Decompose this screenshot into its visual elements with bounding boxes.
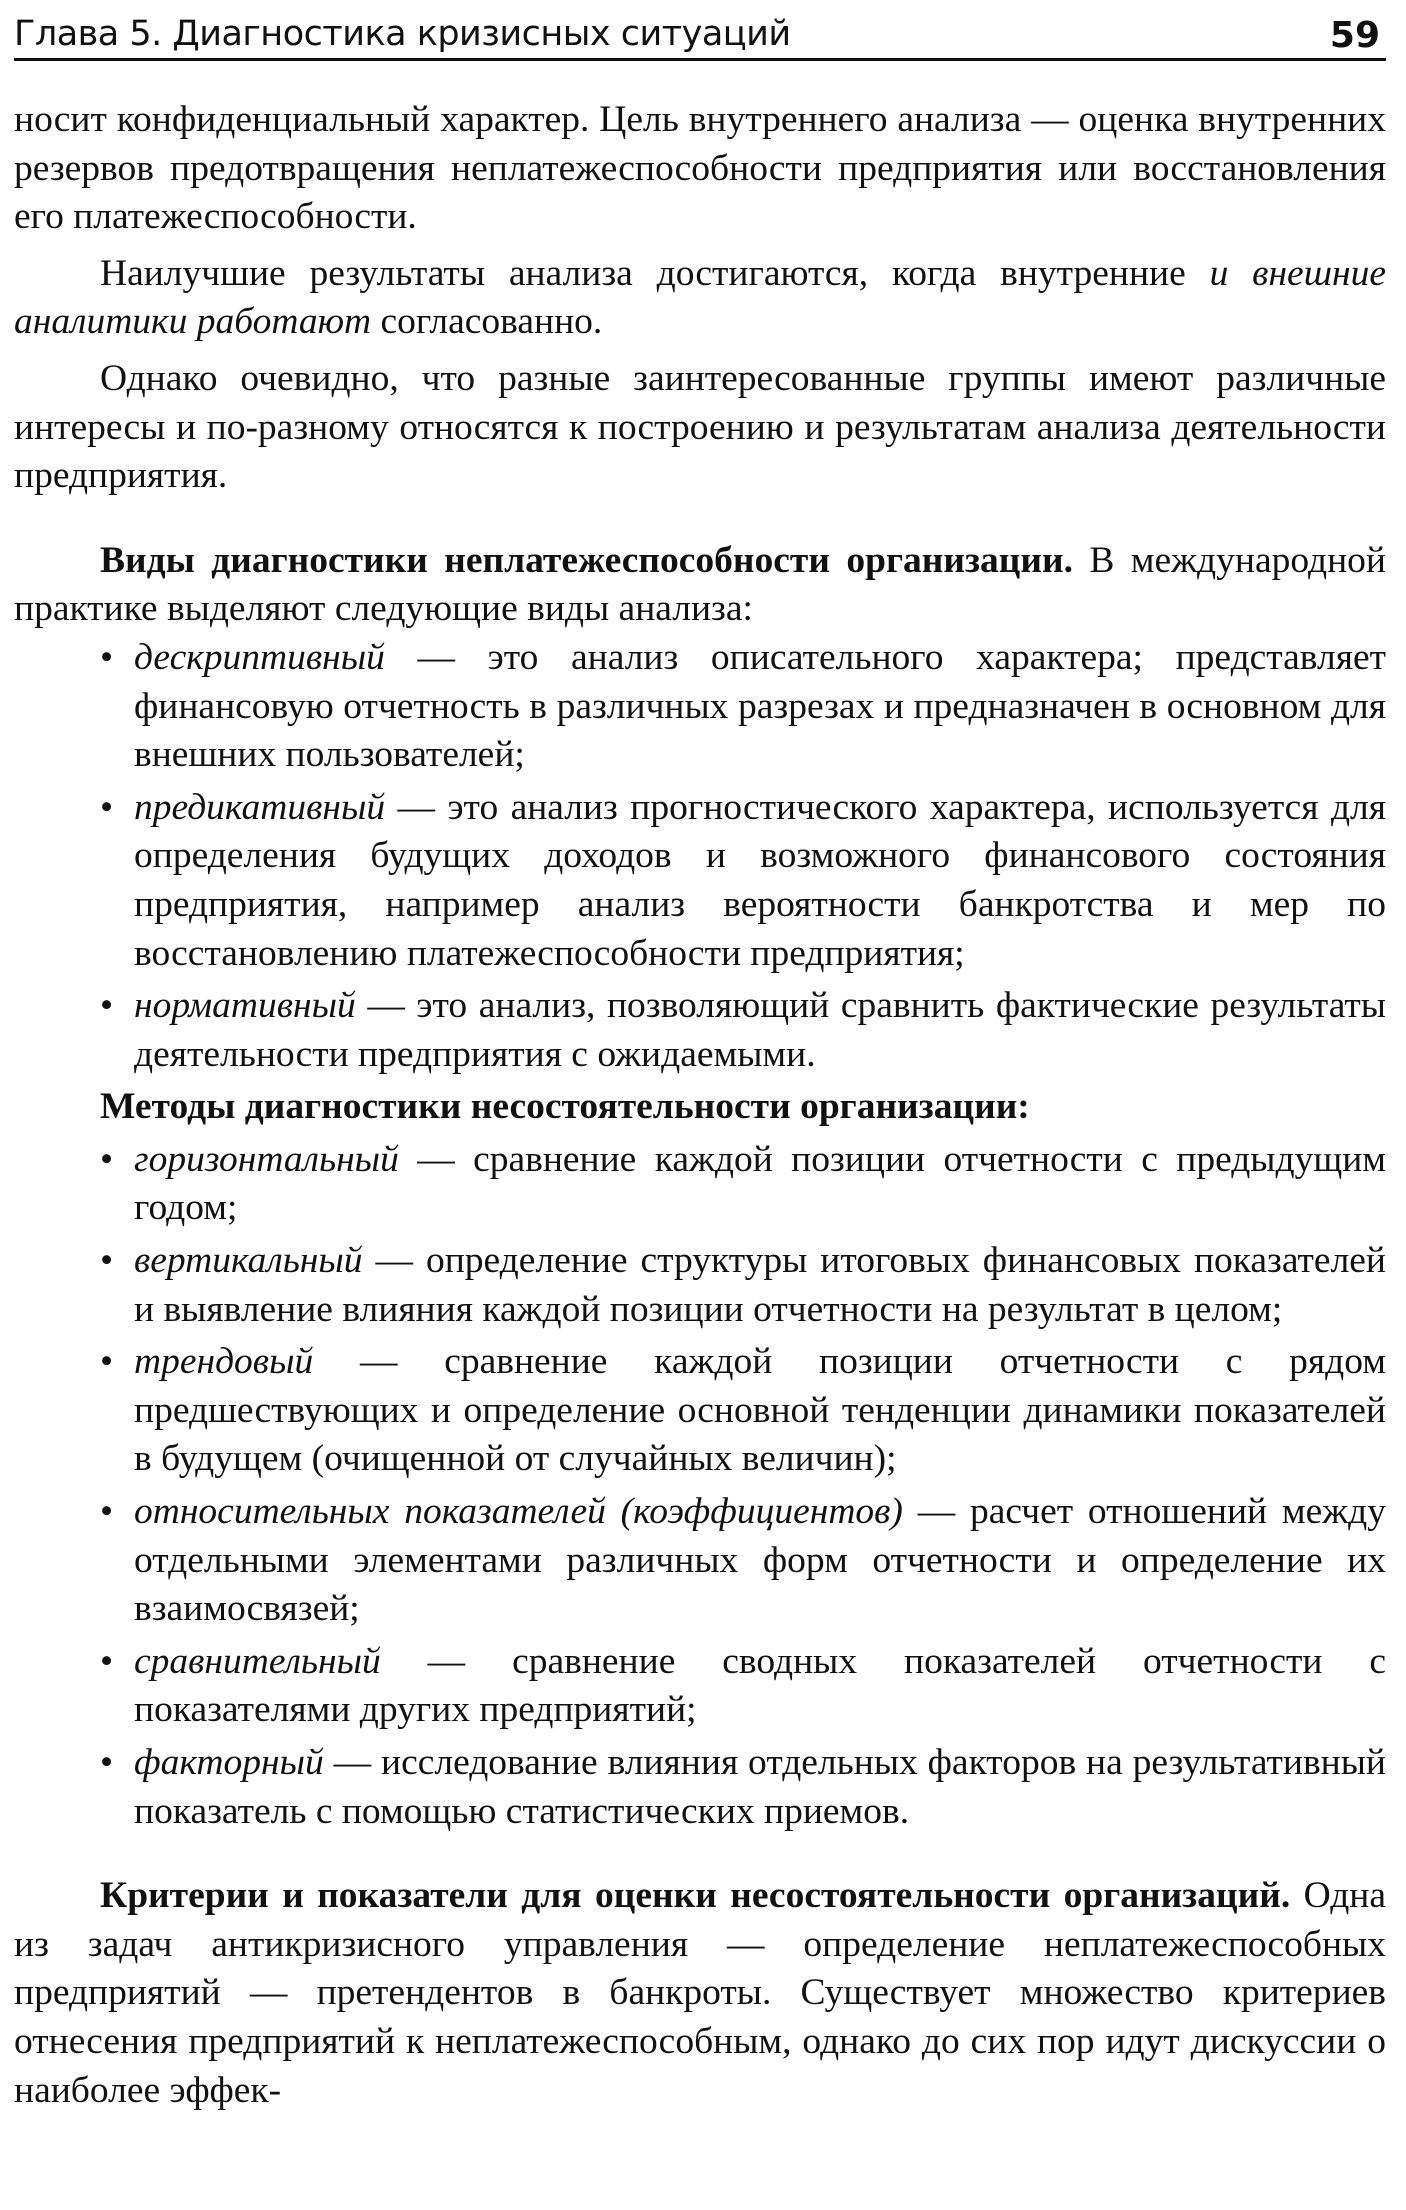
list-item-term: относительных показателей (коэффициентов) bbox=[134, 1491, 903, 1533]
list-item-term: дескриптивный bbox=[134, 636, 385, 678]
types-intro: В международной практике выделяют следующие виды анализа: bbox=[14, 539, 1386, 630]
paragraph-analytics-end: согласованно. bbox=[371, 301, 603, 343]
paragraph-analytics bbox=[14, 250, 1386, 347]
list-item-text: — это анализ описательного характера; представляет финансовую отчетность в различных разрезах и предназначен в основном для внешних пользователей; bbox=[134, 636, 1386, 776]
list-item-term: трендовый bbox=[134, 1341, 314, 1383]
list-item-text: — сравнение каждой позиции отчетности с предыдущим годом; bbox=[134, 1138, 1386, 1229]
page-number: 59 bbox=[1329, 15, 1380, 56]
list-item-text: — исследование влияния отдельных факторов на результативный показатель с помощью статистических приемов. bbox=[134, 1742, 1386, 1832]
running-header bbox=[14, 6, 1386, 61]
list-item-text: — сравнение каждой позиции отчетности с рядом предшествующих и определение основной тенденции динамики показателей в будущем (очищенной от случайных величин); bbox=[134, 1341, 1386, 1480]
paragraph-analytics-start: Наилучшие результаты анализа достигаются, когда внутренние bbox=[100, 252, 1210, 294]
list-item bbox=[14, 1136, 1386, 1233]
page-body bbox=[14, 96, 1386, 2115]
types-heading: Виды диагностики неплатежеспособности организации. bbox=[100, 539, 1073, 581]
list-item bbox=[14, 784, 1386, 978]
list-item-term: горизонтальный bbox=[134, 1138, 399, 1180]
list-item-term: факторный bbox=[134, 1742, 324, 1783]
list-item-term: предикативный bbox=[134, 786, 386, 828]
list-item bbox=[14, 1638, 1386, 1735]
criteria-heading: Критерии и показатели для оценки несостоятельности организаций. bbox=[100, 1875, 1291, 1917]
list-item bbox=[14, 634, 1386, 780]
list-item-text: — это анализ прогностического характера, используется для определения будущих доходов и возможного финансового состояния предприятия, например анализ вероятности банкротства и мер по восстановлению платежеспособности предприятия; bbox=[134, 786, 1386, 974]
paragraph-analytics-italic: и внешние аналитики работают bbox=[14, 252, 1386, 343]
list-item bbox=[14, 982, 1386, 1079]
criteria-text: Одна из задач антикризисного управления — определение неплатежеспособных предприятий — претендентов в банкроты. Существует множество критериев отнесения предприятий к неплатежеспособным, однако до сих пор идут дискуссии о наиболее эффек- bbox=[14, 1875, 1386, 2111]
types-list bbox=[14, 634, 1386, 1079]
list-item-text: — определение структуры итоговых финансовых показателей и выявление влияния каждой позиции отчетности на результат в целом; bbox=[134, 1240, 1386, 1330]
paragraph-criteria bbox=[14, 1872, 1386, 2115]
paragraph-continuation: носит конфиденциальный характер. Цель внутреннего анализа — оценка внутренних резервов предотвращения неплатежеспособности предприятия или восстановления его платежеспособности. bbox=[14, 99, 1386, 238]
paragraph-types bbox=[14, 537, 1386, 634]
chapter-title: Глава 5. Диагностика кризисных ситуаций bbox=[14, 14, 791, 54]
paragraph-interest-groups: Однако очевидно, что разные заинтересованные группы имеют различные интересы и по-разному относятся к построению и результатам анализа деятельности предприятия. bbox=[14, 357, 1386, 497]
list-item-term: сравнительный bbox=[134, 1640, 381, 1682]
list-item-text: — расчет отношений между отдельными элементами различных форм отчетности и определение их взаимосвязей; bbox=[134, 1491, 1386, 1630]
methods-heading: Методы диагностики несостоятельности организации: bbox=[100, 1086, 1030, 1128]
list-item bbox=[14, 1739, 1386, 1836]
list-item bbox=[14, 1338, 1386, 1484]
methods-list bbox=[14, 1136, 1386, 1836]
list-item bbox=[14, 1488, 1386, 1634]
list-item-term: нормативный bbox=[134, 985, 356, 1027]
list-item-text: — сравнение сводных показателей отчетности с показателями других предприятий; bbox=[134, 1640, 1386, 1731]
list-item-text: — это анализ, позволяющий сравнить фактические результаты деятельности предприятия с ожидаемыми. bbox=[134, 985, 1386, 1075]
list-item-term: вертикальный bbox=[134, 1240, 363, 1282]
list-item bbox=[14, 1237, 1386, 1334]
